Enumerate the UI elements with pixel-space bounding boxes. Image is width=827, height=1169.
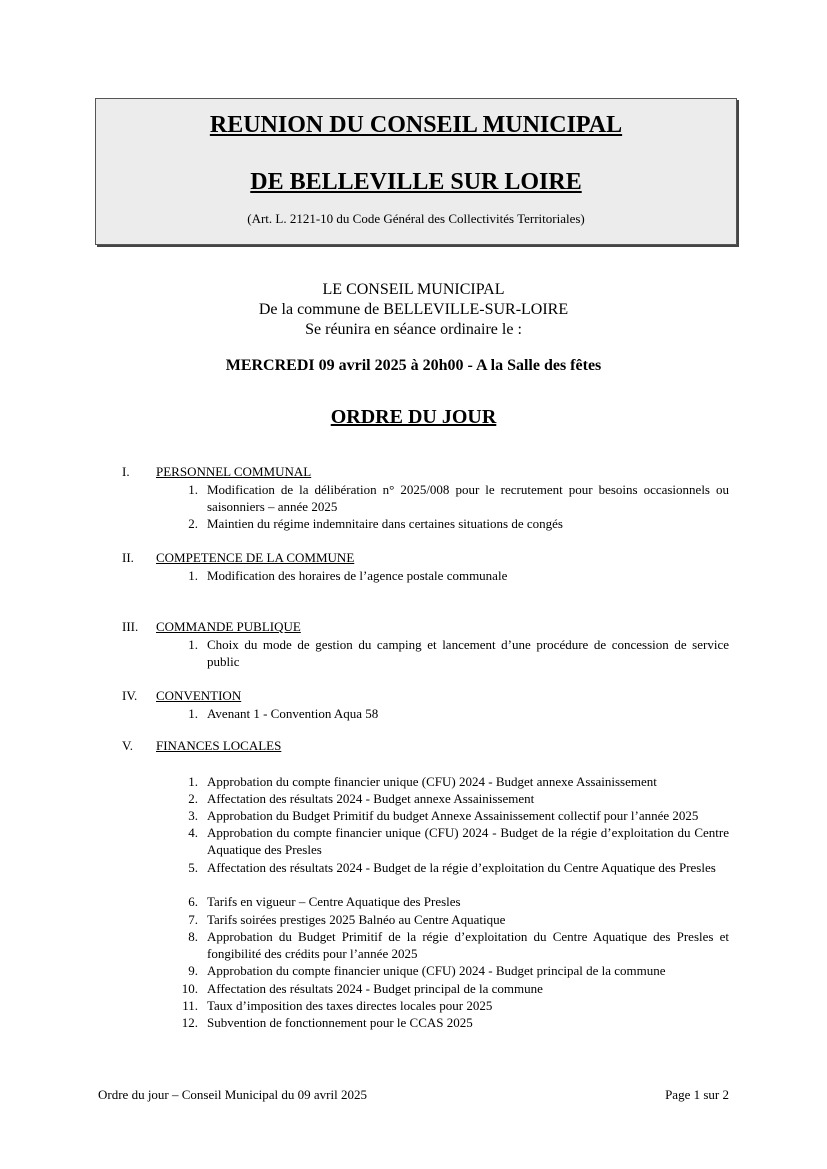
item-text: Modification des horaires de l’agence postale communale — [207, 568, 508, 583]
intro-line-3: Se réunira en séance ordinaire le : — [305, 321, 522, 338]
list-item — [178, 980, 729, 997]
item-number: 1. — [188, 482, 198, 497]
item-number: 6. — [188, 894, 198, 909]
item-text: Tarifs soirées prestiges 2025 Balnéo au Centre Aquatique — [207, 912, 506, 927]
item-number: 5. — [188, 860, 198, 875]
item-text: Maintien du régime indemnitaire dans certaines situations de congés — [207, 516, 563, 531]
title-line-1: REUNION DU CONSEIL MUNICIPAL — [209, 112, 623, 138]
list-item — [178, 962, 729, 979]
title-line-2: DE BELLEVILLE SUR LOIRE — [250, 169, 582, 195]
item-text: Approbation du Budget Primitif du budget Annexe Assainissement collectif pour l’année 2025 — [207, 808, 699, 823]
item-number: 1. — [188, 774, 198, 789]
item-text: Taux d’imposition des taxes directes locales pour 2025 — [207, 998, 493, 1013]
item-number: 2. — [188, 516, 198, 531]
item-number: 12. — [181, 1015, 198, 1030]
header-box — [95, 98, 737, 245]
item-number: 3. — [188, 808, 198, 823]
section-title: COMPETENCE DE LA COMMUNE — [156, 550, 355, 565]
item-number: 8. — [188, 929, 198, 944]
footer-title: Ordre du jour – Conseil Municipal du 09 avril 2025 — [98, 1087, 367, 1102]
list-item — [178, 705, 729, 722]
list-item — [178, 893, 729, 910]
item-text: Tarifs en vigueur – Centre Aquatique des Presles — [207, 894, 461, 909]
list-item — [178, 997, 729, 1014]
list-item — [178, 636, 729, 670]
section-number: I. — [122, 464, 130, 479]
list-item — [178, 911, 729, 928]
list-item — [178, 567, 729, 584]
list-item — [178, 790, 729, 807]
item-number: 11. — [182, 998, 198, 1013]
section-number: II. — [122, 550, 134, 565]
list-item — [178, 773, 729, 790]
item-text: Modification de la délibération n° 2025/008 pour le recrutement pour besoins occasionnels ou saisonniers – année 2025 — [207, 482, 729, 514]
item-text: Approbation du compte financier unique (CFU) 2024 - Budget annexe Assainissement — [207, 774, 657, 789]
item-number: 1. — [188, 568, 198, 583]
list-item — [178, 515, 729, 532]
list-item — [178, 859, 729, 876]
meeting-date: MERCREDI 09 avril 2025 à 20h00 - A la Salle des fêtes — [225, 357, 602, 374]
item-number: 1. — [188, 706, 198, 721]
list-item — [178, 807, 729, 824]
section-title: FINANCES LOCALES — [156, 738, 282, 753]
agenda-title: ORDRE DU JOUR — [330, 406, 497, 428]
item-number: 2. — [188, 791, 198, 806]
section-title: PERSONNEL COMMUNAL — [156, 464, 312, 479]
item-text: Choix du mode de gestion du camping et lancement d’une procédure de concession de service public — [207, 637, 729, 669]
list-item — [178, 928, 729, 962]
list-item — [178, 481, 729, 515]
item-text: Approbation du Budget Primitif de la régie d’exploitation du Centre Aquatique des Presles et fongibilité des crédits pour l’année 2025 — [207, 929, 729, 961]
subtitle: (Art. L. 2121-10 du Code Général des Collectivités Territoriales) — [247, 211, 585, 226]
section-number: III. — [122, 619, 139, 634]
section-title: COMMANDE PUBLIQUE — [156, 619, 301, 634]
item-number: 9. — [188, 963, 198, 978]
list-item — [178, 824, 729, 858]
item-text: Subvention de fonctionnement pour le CCAS 2025 — [207, 1015, 473, 1030]
page-number: Page 1 sur 2 — [665, 1087, 729, 1102]
item-text: Affectation des résultats 2024 - Budget de la régie d’exploitation du Centre Aquatique des Presles — [207, 860, 716, 875]
item-number: 10. — [181, 981, 198, 996]
list-item — [178, 1014, 729, 1031]
item-text: Affectation des résultats 2024 - Budget annexe Assainissement — [207, 791, 535, 806]
item-text: Approbation du compte financier unique (CFU) 2024 - Budget principal de la commune — [207, 963, 666, 978]
intro-line-1: LE CONSEIL MUNICIPAL — [322, 281, 505, 298]
item-text: Affectation des résultats 2024 - Budget principal de la commune — [207, 981, 543, 996]
section-number: V. — [122, 738, 133, 753]
item-number: 1. — [188, 637, 198, 652]
section-number: IV. — [122, 688, 138, 703]
item-text: Avenant 1 - Convention Aqua 58 — [207, 706, 379, 721]
item-text: Approbation du compte financier unique (CFU) 2024 - Budget de la régie d’exploitation du Centre Aquatique des Presles — [207, 825, 729, 857]
item-number: 7. — [188, 912, 198, 927]
item-number: 4. — [188, 825, 198, 840]
section-title: CONVENTION — [156, 688, 242, 703]
intro-block — [0, 280, 827, 340]
intro-line-2: De la commune de BELLEVILLE-SUR-LOIRE — [258, 301, 569, 318]
